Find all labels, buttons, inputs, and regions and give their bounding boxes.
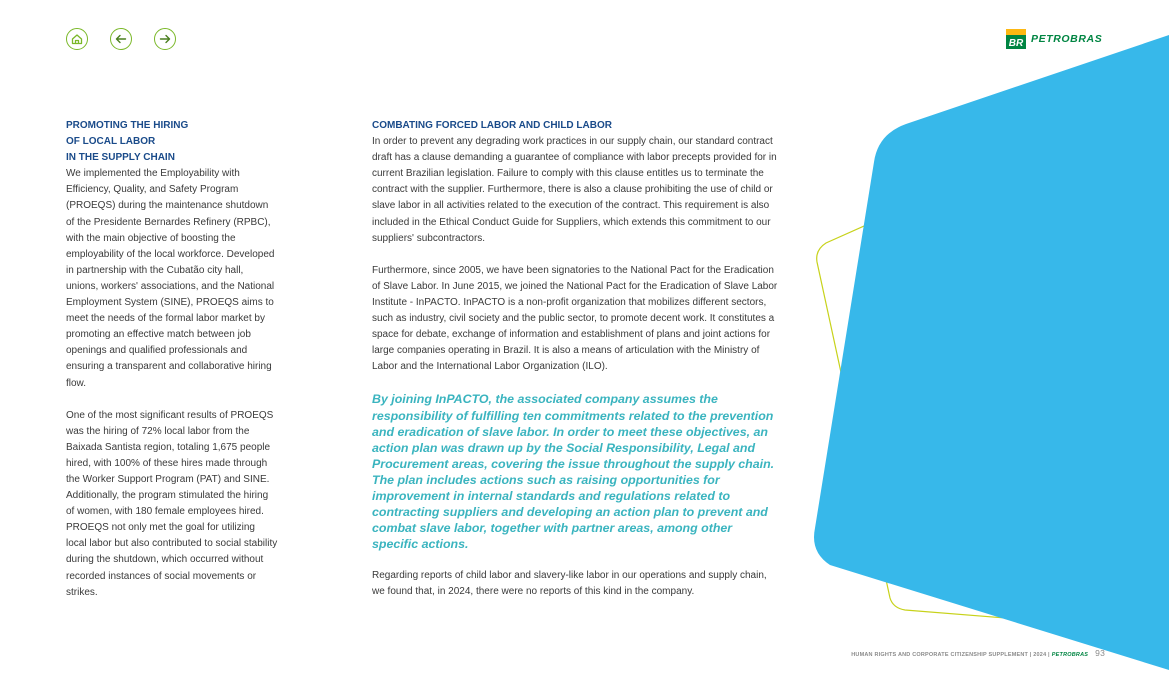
logo-text: PETROBRAS <box>1031 33 1103 45</box>
middle-heading: COMBATING FORCED LABOR AND CHILD LABOR <box>372 120 612 131</box>
forward-button[interactable] <box>154 28 176 50</box>
back-button[interactable] <box>110 28 132 50</box>
left-column <box>66 118 278 601</box>
decorative-blue-shape <box>814 35 1169 670</box>
footer-text: HUMAN RIGHTS AND CORPORATE CITIZENSHIP SUPPLEMENT | 2024 | <box>851 652 1050 658</box>
svg-text:BR: BR <box>1008 38 1024 49</box>
left-paragraph-2: One of the most significant results of PROEQS was the hiring of 72% local labor from the Baixada Santista region, totaling 1,675 people hired, with 100% of these hires made through the Worker Support Program (PAT) and SINE. Additionally, the program stimulated the hiring of women, with 180 female employees hired. PROEQS not only met the goal for utilizing local labor but also contributed to social stability during the shutdown, which occurred without recorded instances of social movements or strikes. <box>66 409 278 598</box>
page-footer <box>851 648 1105 658</box>
left-heading: PROMOTING THE HIRING OF LOCAL LABOR IN THE SUPPLY CHAIN <box>66 120 189 164</box>
arrow-right-icon <box>158 32 172 46</box>
home-button[interactable] <box>66 28 88 50</box>
footer-brand: PETROBRAS <box>1051 652 1089 658</box>
middle-column <box>372 118 778 601</box>
middle-paragraph-2: Furthermore, since 2005, we have been signatories to the National Pact for the Eradication of Slave Labor. In June 2015, we joined the National Pact for the Eradication of Slave Labor Institute - InPACTO. InPACTO is a non-profit organization that mobilizes different sectors, such as industry, civil society and the public sector, to promote decent work. It constitutes a space for debate, exchange of information and establishment of plans and joint actions for large companies operating in Brazil. It is also a means of articulation with the Ministry of Labor and the International Labor Organization (ILO). <box>372 264 778 373</box>
left-paragraph-1: We implemented the Employability with Efficiency, Quality, and Safety Program (PROEQS) during the maintenance shutdown of the Presidente Bernardes Refinery (RPBC), with the main objective of boosting the employability of the local workforce. Developed in partnership with the Cubatão city hall, unions, workers' associations, and the National Employment System (SINE), PROEQS aims to meet the needs of the formal labor market by promoting an effective match between job openings and qualified professionals and ensuring a transparent and collaborative hiring flow. <box>66 168 275 389</box>
middle-paragraph-3: Regarding reports of child labor and slavery-like labor in our operations and supply chain, we found that, in 2024, there were no reports of this kind in the company. <box>372 570 767 598</box>
arrow-left-icon <box>114 32 128 46</box>
petrobras-logo <box>1006 29 1102 49</box>
page-number: 93 <box>1095 648 1105 658</box>
br-logo-mark <box>1006 29 1026 49</box>
home-icon <box>70 32 84 46</box>
highlight-quote: By joining InPACTO, the associated company assumes the responsibility of fulfilling ten commitments related to the prevention and eradication of slave labor. In order to meet these objectives, an action plan was drawn up by the Social Responsibility, Legal and Procurement areas, covering the issue throughout the supply chain. The plan includes actions such as raising opportunities for improvement in internal standards and regulations related to contracting suppliers and developing an action plan to prevent and combat slave labor, together with partner areas, among other specific actions. <box>372 392 775 552</box>
middle-paragraph-1: In order to prevent any degrading work practices in our supply chain, our standard contract draft has a clause demanding a guarantee of compliance with labor precepts provided for in current Brazilian legislation. Failure to comply with this clause entitles us to terminate the contract with the supplier. Furthermore, there is also a clause prohibiting the use of child or slave labor in all activities related to the execution of the contract. This requirement is also included in the Ethical Conduct Guide for Suppliers, which extends this commitment to our suppliers' subcontractors. <box>372 136 777 244</box>
